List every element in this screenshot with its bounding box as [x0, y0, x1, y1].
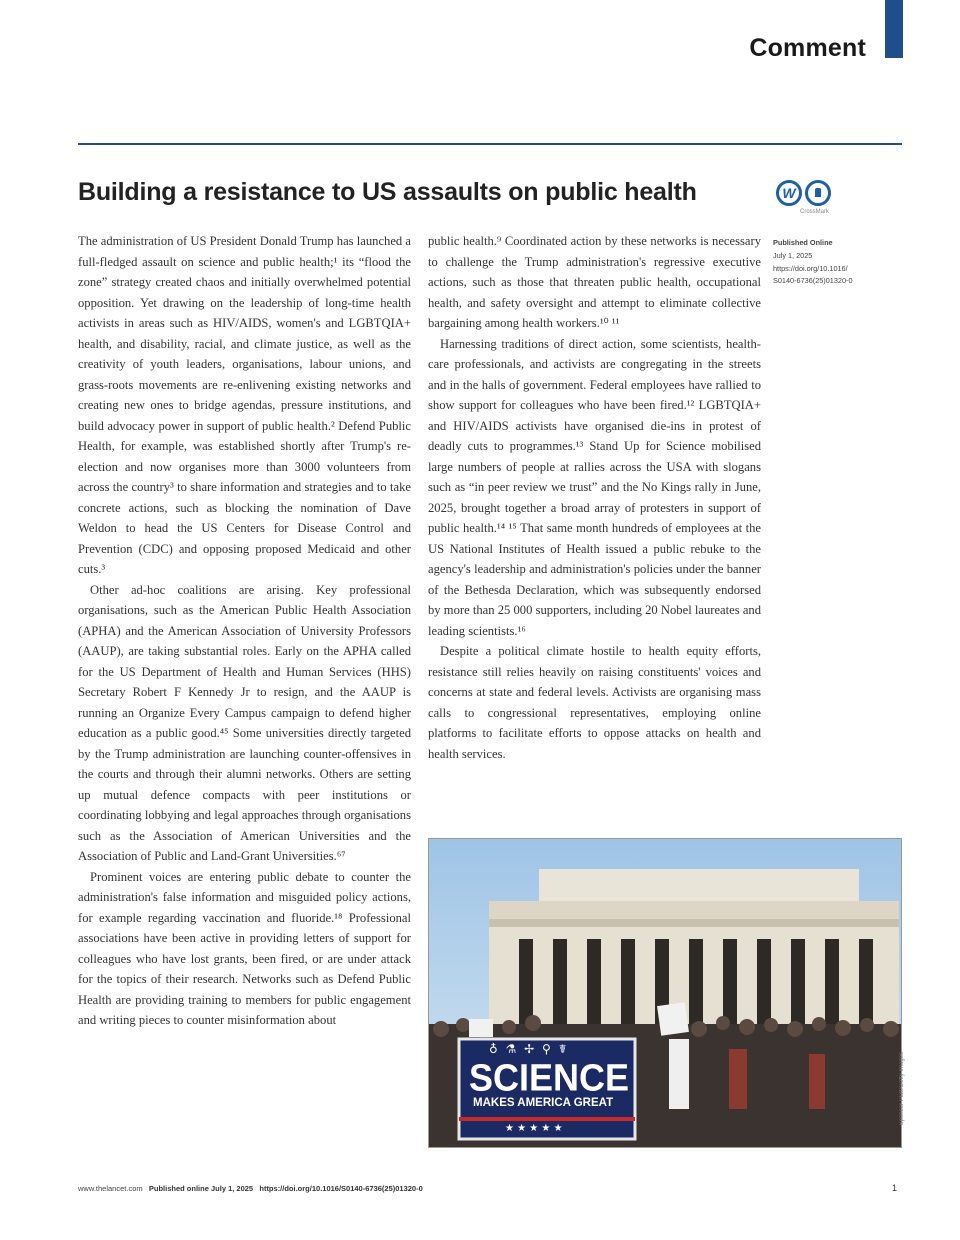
published-online-label: Published Online — [773, 238, 833, 247]
paragraph-4: Harnessing traditions of direct action, some scientists, health-care professionals, and activists are congregating in the streets and in the halls of government. Federal employees have rallied to show support for colleagues who have been fired.¹² LGBTQIA+ and HIV/AIDS activists have organised die-ins in protest of deadly cuts to programmes.¹³ Stand Up for Science mobilised large numbers of people at rallies across the USA with slogans such as “in peer review we trust” and the No Kings rally in June, 2025, brought together a broad array of protesters in support of public health.¹⁴ ¹⁵ That same month hundreds of employees at the US National Institutes of Health issued a public rebuke to the agency's leadership and administration's policies under the banner of the Bethesda Declaration, which was subsequently endorsed by more than 25 000 supporters, including 20 Nobel laureates and leading scientists.¹⁶ — [428, 336, 761, 638]
article-column-1 — [78, 231, 411, 1031]
page-footer — [78, 1184, 423, 1193]
doi-link-line2[interactable]: S0140-6736(25)01320-0 — [773, 276, 853, 286]
paragraph-continued: public health.⁹ Coordinated action by these networks is necessary to challenge the Trump administration's regressive executive actions, such as those that threaten public health, occupational health, and safety oversight and attempt to eliminate collective bargaining among health workers.¹⁰ ¹¹ — [428, 234, 761, 330]
sign-subtitle: MAKES AMERICA GREAT — [473, 1097, 614, 1109]
crossmark-icon[interactable] — [805, 180, 831, 206]
publication-info — [773, 237, 883, 288]
crossmark-label: CrossMark — [800, 209, 830, 215]
sign-stars: ★ ★ ★ ★ ★ — [505, 1123, 563, 1134]
sign-symbols: ♁ ⚗ ✢ ⚲ ☤ — [489, 1042, 569, 1056]
article-badges — [772, 180, 842, 220]
section-label: Comment — [749, 34, 866, 62]
page-number: 1 — [891, 1183, 897, 1193]
paragraph-1: The administration of US President Donald Trump has launched a full-fledged assault on science and public health;¹ its “flood the zone” strategy created chaos and initially overwhelmed potential opposition. Yet drawing on the leadership of long-time health activists in areas such as HIV/AIDS, women's and LGBTQIA+ health, and disability, racial, and climate justice, as well as the creativity of youth leaders, organisations, labour unions, and grass-roots movements are re-enlivening existing networks and creating new ones to bridge agendas, pressure institutions, and build advocacy power in support of public health.² Defend Public Health, for example, was established shortly after Trump's re-election and now organises more than 3000 volunteers from across the country³ to share information and strategies and to take concrete actions, such as blocking the nomination of Dave Weldon to head the US Centers for Disease Control and Prevention (CDC) and opposing proposed Medicaid and other cuts.³ — [78, 234, 411, 576]
published-date: July 1, 2025 — [773, 250, 813, 260]
doi-link-line1[interactable]: https://doi.org/10.1016/ — [773, 263, 848, 273]
w-badge-icon[interactable]: W — [776, 180, 802, 206]
memorial-building — [489, 869, 899, 1043]
header-rule — [78, 143, 902, 145]
footer-site[interactable]: www.thelancet.com — [78, 1184, 143, 1193]
article-title: Building a resistance to US assaults on public health — [78, 178, 697, 206]
section-color-tab — [885, 0, 903, 58]
rally-photo — [428, 838, 902, 1148]
footer-published: Published online July 1, 2025 — [148, 1184, 254, 1193]
person-lab-coat — [669, 1039, 689, 1109]
paragraph-5: Despite a political climate hostile to health equity efforts, resistance still relies heavily on raising constituents' voices and concerns at state and federal levels. Activists are organising mass calls to congressional representatives, employing online platforms to facilitate efforts to oppose attacks on health and health services. — [428, 644, 761, 761]
paragraph-3: Prominent voices are entering public debate to counter the administration's false information and misguided policy actions, for example regarding vaccination and fluoride.¹⁸ Professional associations have been active in providing letters of support for colleagues who have lost grants, been fired, or are under attack for the topics of their research. Networks such as Defend Public Health are providing training to members for public engagement and writing pieces to counter misinformation about — [78, 869, 411, 1027]
sign-main-text: SCIENCE — [469, 1055, 630, 1099]
paragraph-2: Other ad-hoc coalitions are arising. Key professional organisations, such as the American Public Health Association (APHA) and the American Association of University Professors (AAUP), are taking substantial roles. Early on the APHA called for the US Department of Health and Human Services (HHS) Secretary Robert F Kennedy Jr to resign, and the AAUP is running an Organize Every Campus campaign to defend higher education as a public good.⁴⁵ Some universities directly targeted by the Trump administration are launching counter-offensives in the courts and through their alumni networks. Others are setting up mutual defence compacts with peer institutions or coordinating lobbying and legal approaches through organisations such as the Association of American Universities and the Association of Public and Land-Grant Universities.⁶⁷ — [78, 582, 411, 863]
photo-credit: Spencer Platt/Getty Images — [899, 1052, 905, 1126]
article-column-2 — [428, 231, 761, 764]
footer-doi[interactable]: https://doi.org/10.1016/S0140-6736(25)01320-0 — [259, 1184, 423, 1193]
